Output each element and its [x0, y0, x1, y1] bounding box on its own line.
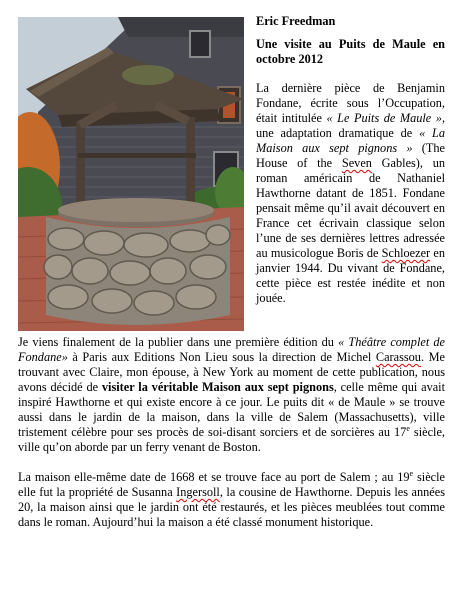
p1-italic-2: « La Maison aux sept pignons » [256, 126, 445, 155]
p1-spellcheck-2: Schloezer [381, 246, 431, 260]
p2-italic-1: « Théâtre complet de Fondane» [18, 335, 445, 364]
well-photo [18, 17, 244, 331]
p2-bold-1: visiter la véritable Maison aux sept pignons [101, 380, 334, 394]
article-title: Une visite au Puits de Maule en octobre 2012 [256, 37, 445, 66]
p1-spellcheck-1: Seven [341, 156, 372, 170]
p2-spellcheck-1: Carassou [375, 350, 421, 364]
p3-spellcheck-1: Ingersoll [176, 485, 220, 499]
p1-text-5: en janvier 1944. Du vivant de Fondane, cette pièce est restée inédite et non jouée. [256, 246, 446, 305]
p1-text-2: , une adaptation dramatique de [256, 111, 446, 140]
p3-superscript: e [409, 468, 414, 478]
paragraph-3 [18, 470, 445, 530]
p1-text-3: (The House of the [256, 141, 445, 170]
well-photo-icon [18, 17, 244, 331]
p2-text-2: à Paris aux Editions Non Lieu sous la direction de Michel [67, 350, 376, 364]
p2-text-1: Je viens finalement de la publier dans une première édition du [18, 335, 339, 349]
paragraph-2 [18, 335, 445, 455]
p2-text-3: . Me trouvant avec Claire, mon épouse, à New York au moment de cette publication, nous avons décidé de [18, 350, 445, 394]
p3-text-2: siècle elle fut la propriété de Susanna [18, 470, 446, 499]
author-name: Eric Freedman [256, 14, 336, 28]
p1-text-1: La dernière pièce de Benjamin Fondane, écrite sous l’Occupation, était intitulée [256, 81, 445, 125]
p1-text-4: Gables), un roman américain de Nathaniel Hawthorne datant de 1851. Fondane pensait même qu’il avait découvert en France cet écrivain classique selon l’une de ses dernières lettres adressée au musicologue Boris de [256, 156, 445, 260]
p1-italic-1: « Le Puits de Maule » [326, 111, 442, 125]
p2-text-4: , celle même qui avait inspiré Hawthorne et qui existe encore à ce jour. Le puits dit « de Maule » se trouve aussi dans le jardin de la maison, dans la ville de Salem (Massachusetts), ville tristement célèbre pour ses procès de soi-disant sorciers et de sorcières au 17 [18, 380, 446, 439]
p2-superscript: e [406, 423, 410, 433]
p2-text-5: siècle, ville qu’on aborde par un ferry venant de Boston. [18, 425, 445, 454]
p3-text-3: , la cousine de Hawthorne. Depuis les années 20, la maison ainsi que le jardin ont été restaurés, et les pièces meublées tout comme dans le roman. Aujourd’hui la maison a été classé monument historique. [18, 485, 445, 529]
p3-text-1: La maison elle-même date de 1668 et se trouve face au port de Salem ; au 19 [18, 470, 410, 484]
